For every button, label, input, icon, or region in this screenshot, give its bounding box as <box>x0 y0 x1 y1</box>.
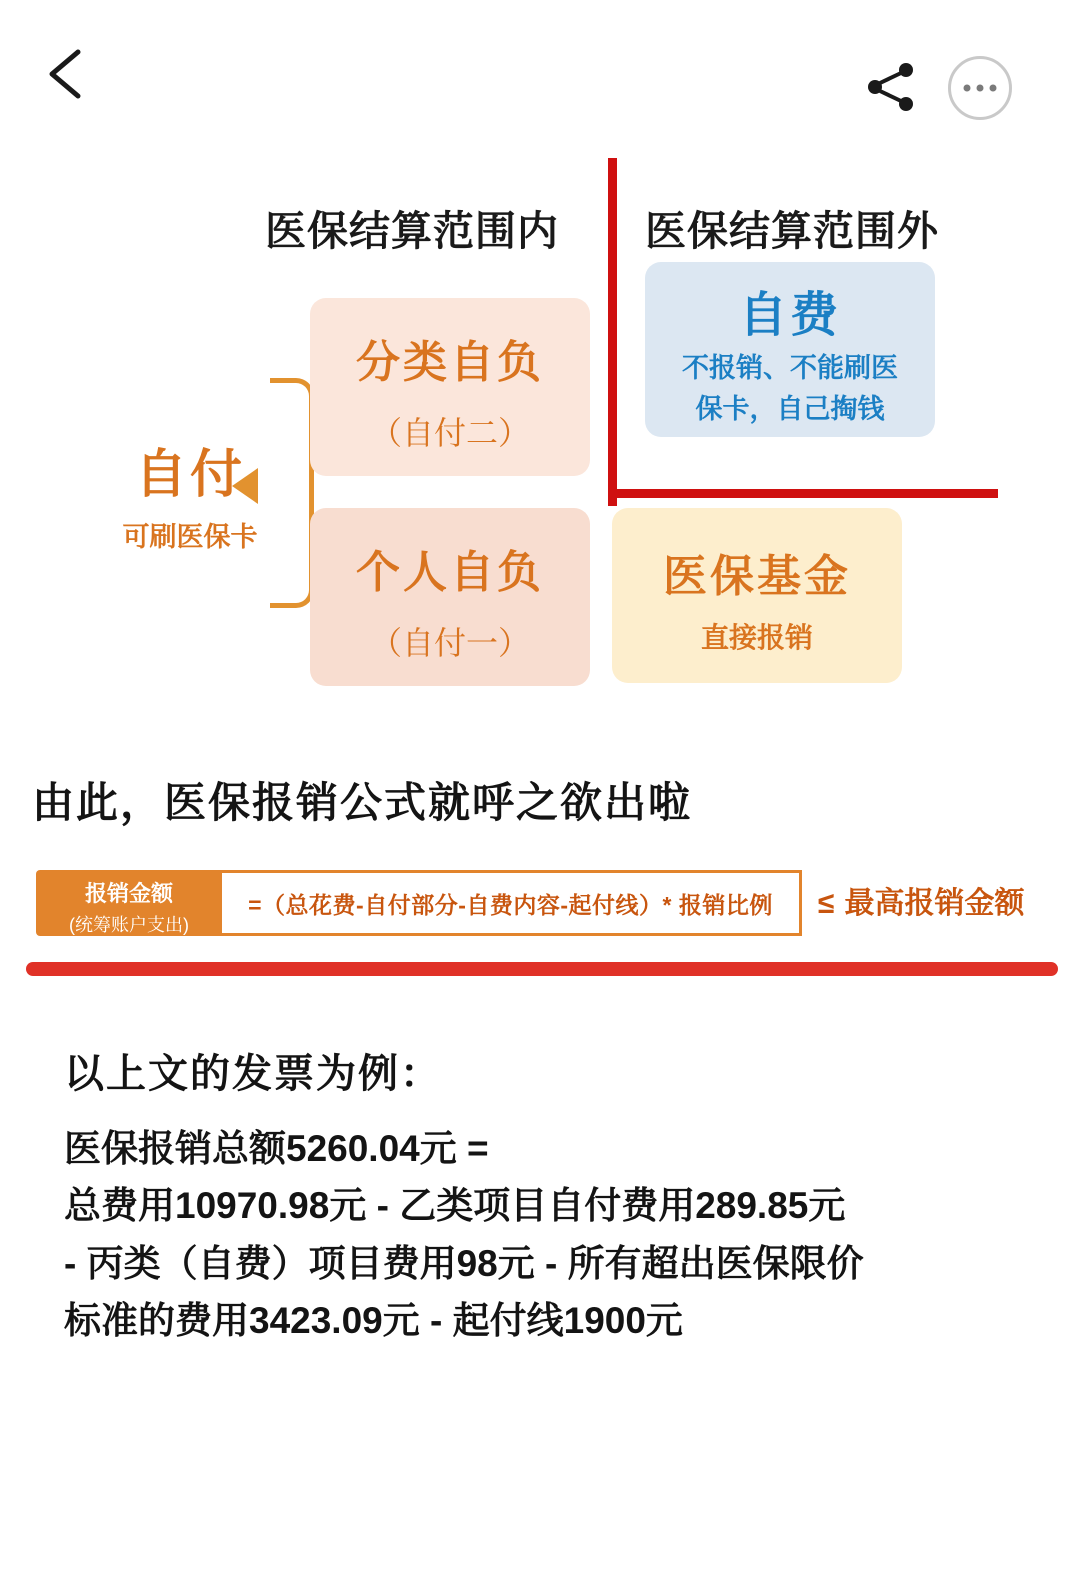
share-button[interactable] <box>862 58 920 116</box>
more-options-button[interactable] <box>948 56 1012 120</box>
box-geren-zifu <box>310 508 590 686</box>
share-icon <box>862 58 920 116</box>
diagram-divider-vertical <box>608 158 617 506</box>
diagram-header-outside: 医保结算范围外 <box>645 208 939 254</box>
chevron-left-icon <box>40 46 96 102</box>
example-line-4: 标准的费用3423.09元 - 起付线1900元 <box>64 1300 683 1342</box>
zifu-subtitle: 可刷医保卡 <box>122 522 258 552</box>
diagram-divider-horizontal <box>608 489 998 498</box>
reimbursement-formula <box>36 870 1050 936</box>
formula-limit <box>818 878 1024 922</box>
box-fenlei-subtitle: （自付二） <box>369 415 530 451</box>
box-zifei-subtitle-line1: 不报销、不能刷医 <box>682 353 898 383</box>
box-jijin-title: 医保基金 <box>663 552 851 601</box>
formula-expression: =（总花费-自付部分-自费内容-起付线）* 报销比例 <box>222 870 802 936</box>
top-bar <box>0 0 1086 150</box>
example-body <box>64 1120 1024 1349</box>
insurance-scope-diagram <box>0 150 1086 750</box>
box-jijin-subtitle: 直接报销 <box>700 622 813 653</box>
zifu-brace <box>270 378 314 608</box>
box-fenlei-title: 分类自负 <box>356 338 544 387</box>
formula-tag <box>36 870 222 936</box>
formula-tag-line2: (统筹账户支出) <box>69 915 189 935</box>
box-zifei <box>645 262 935 437</box>
box-yibao-jijin <box>612 508 902 683</box>
example-line-3: - 丙类（自费）项目费用98元 - 所有超出医保限价 <box>64 1242 864 1284</box>
zifu-brace-arrow-icon <box>232 468 258 504</box>
diagram-header-inside: 医保结算范围内 <box>265 208 559 254</box>
zifu-title: 自付 <box>134 446 245 504</box>
box-zifei-subtitle-line2: 保卡，自己掏钱 <box>695 393 885 424</box>
box-zifei-title: 自费 <box>738 289 841 342</box>
box-fenlei-zifu <box>310 298 590 476</box>
example-line-1: 医保报销总额5260.04元 = <box>64 1128 489 1169</box>
box-geren-subtitle: （自付一） <box>369 625 530 661</box>
formula-limit-label: 最高报销金额 <box>844 887 1025 920</box>
back-button[interactable] <box>40 46 96 102</box>
formula-tag-line1: 报销金额 <box>84 881 173 906</box>
formula-comparator: ≤ <box>818 887 835 920</box>
example-line-2: 总费用10970.98元 - 乙类项目自付费用289.85元 <box>64 1185 846 1227</box>
example-title: 以上文的发票为例： <box>64 1052 442 1096</box>
more-options-icon <box>964 85 997 92</box>
box-geren-title: 个人自负 <box>356 548 544 597</box>
section-divider-rule <box>26 962 1058 976</box>
formula-intro-text: 由此，医保报销公式就呼之欲出啦 <box>32 779 693 826</box>
